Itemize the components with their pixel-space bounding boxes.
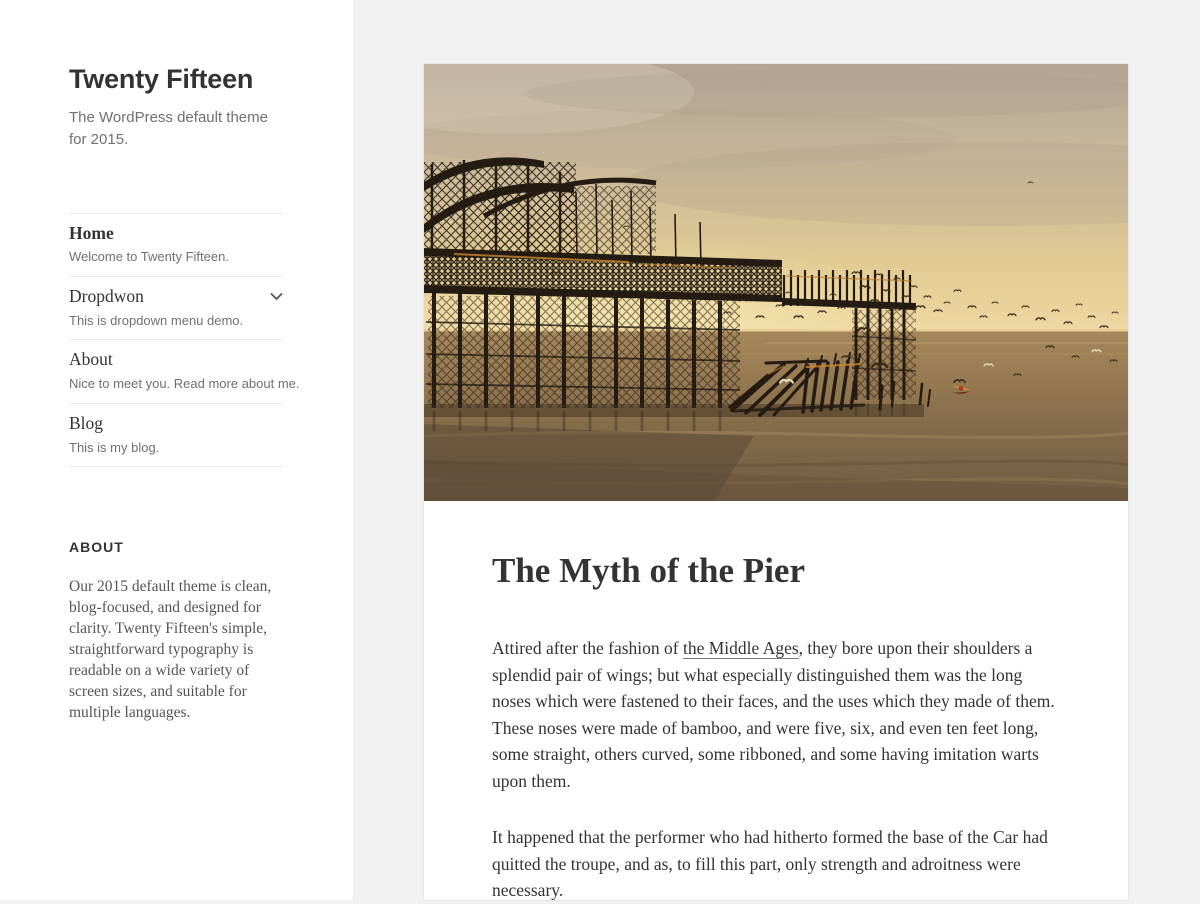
middle-ages-link[interactable]: the Middle Ages — [682, 638, 799, 658]
pier-sunset-photo — [424, 64, 1128, 501]
widget-title: ABOUT — [69, 539, 124, 556]
site-title-link[interactable]: Twenty Fifteen — [69, 64, 254, 94]
site-tagline: The WordPress default theme for 2015. — [69, 109, 268, 148]
post-article — [424, 64, 1128, 900]
paragraph: It happened that the performer who had hitherto formed the base of the Car had quitted the troupe, and as, to fill this part, only strength and adroitness were necessary. — [492, 827, 1048, 900]
site-title — [69, 64, 285, 95]
nav-item-about — [69, 340, 300, 403]
paragraph-text: Attired after the fashion of — [492, 638, 683, 658]
sidebar — [0, 0, 353, 900]
primary-navigation — [69, 213, 300, 468]
post-content — [492, 635, 1060, 904]
nav-description: This is my blog. — [69, 439, 160, 455]
featured-image — [424, 64, 1128, 501]
paragraph — [492, 635, 1060, 794]
dropdown-toggle-button[interactable] — [263, 285, 289, 309]
nav-description: Welcome to Twenty Fifteen. — [69, 249, 229, 265]
about-widget — [69, 539, 285, 723]
widget-text: Our 2015 default theme is clean, blog-focused, and designed for clarity. Twenty Fifteen's simple, straightforward typography is readable on a wide variety of screen sizes, and suitable for multiple languages. — [69, 578, 272, 721]
nav-link-blog[interactable]: Blog — [69, 412, 104, 433]
post-title: The Myth of the Pier — [492, 551, 805, 590]
content-area — [353, 0, 1200, 900]
nav-description: Nice to meet you. Read more about me. — [69, 376, 300, 392]
nav-item-dropdown — [69, 277, 283, 340]
nav-description: This is dropdown menu demo. — [69, 312, 244, 328]
nav-link-home[interactable]: Home — [69, 222, 114, 243]
nav-item-home — [69, 214, 283, 277]
nav-link-about[interactable]: About — [69, 349, 113, 370]
nav-link-dropdown[interactable]: Dropdwon — [69, 285, 144, 306]
paragraph-text: , they bore upon their shoulders a splendid pair of wings; but what especially distinguished them was the long noses which were fastened to their faces, and the uses which they made of them. These noses were made of bamboo, and were five, six, and even ten feet long, some straight, others curved, some ribboned, and some having imitation warts upon them. — [492, 638, 1055, 791]
chevron-down-icon — [270, 292, 283, 301]
nav-item-blog — [69, 404, 283, 467]
